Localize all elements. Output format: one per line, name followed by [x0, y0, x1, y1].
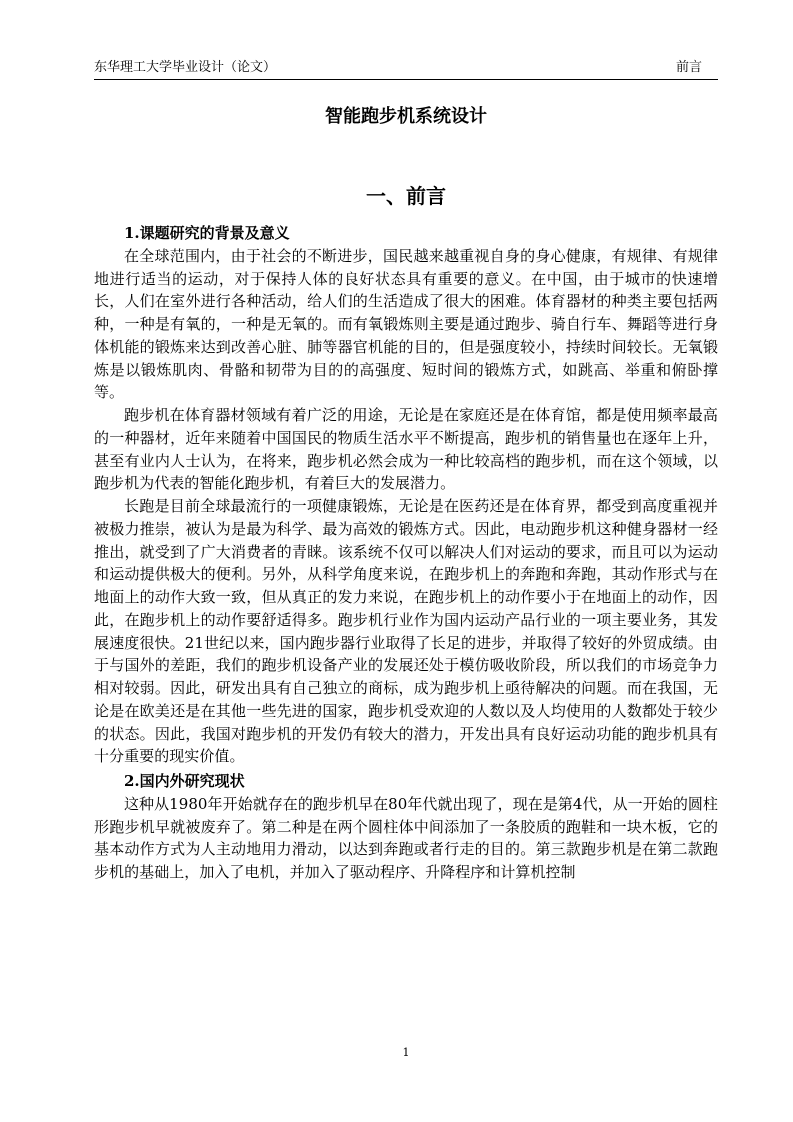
- body-content: [94, 222, 718, 884]
- paragraph: 跑步机在体育器材领域有着广泛的用途，无论是在家庭还是在体育馆，都是使用频率最高的一种器材，近年来随着中国国民的物质生活水平不断提高，跑步机的销售量也在逐年上升，甚至有业内人士认为，在将来，跑步机必然会成为一种比较高档的跑步机，而在这个领域，以跑步机为代表的智能化跑步机，有着巨大的发展潜力。: [94, 406, 718, 493]
- chapter-title: 一、前言: [366, 184, 446, 208]
- header-divider: [94, 79, 718, 80]
- section-heading: 1.课题研究的背景及意义: [124, 224, 290, 242]
- document-title: 智能跑步机系统设计: [325, 106, 487, 127]
- section-heading: 2.国内外研究现状: [124, 772, 245, 790]
- section-research-status: [94, 770, 718, 884]
- header-thesis-label: 东华理工大学毕业设计（论文）: [94, 60, 277, 75]
- page-header: [94, 58, 718, 80]
- paragraph: 这种从1980年开始就存在的跑步机早在80年代就出现了，现在是第4代，从一开始的圆柱形跑步机早就被废弃了。第二种是在两个圆柱体中间添加了一条胶质的跑鞋和一块木板，它的基本动作方式为人主动地用力滑动，以达到奔跑或者行走的目的。第三款跑步机是在第二款跑步机的基础上，加入了电机，并加入了驱动程序、升降程序和计算机控制: [94, 794, 718, 881]
- paragraph: 在全球范围内，由于社会的不断进步，国民越来越重视自身的身心健康，有规律、有规律地进行适当的运动，对于保持人体的良好状态具有重要的意义。在中国，由于城市的快速增长，人们在室外进行各种活动，给人们的生活造成了很大的困难。体育器材的种类主要包括两种，一种是有氧的，一种是无氧的。而有氧锻炼则主要是通过跑步、骑自行车、舞蹈等进行身体机能的锻炼来达到改善心脏、肺等器官机能的目的，但是强度较小，持续时间较长。无氧锻炼是以锻炼肌肉、骨骼和韧带为目的的高强度、短时间的锻炼方式，如跳高、举重和俯卧撑等。: [94, 246, 718, 402]
- page-number: 1: [402, 1046, 410, 1059]
- header-section-label: 前言: [675, 60, 702, 75]
- section-background: [94, 222, 718, 768]
- paragraph: 长跑是目前全球最流行的一项健康锻炼，无论是在医药还是在体育界，都受到高度重视并被极力推崇，被认为是最为科学、最为高效的锻炼方式。因此，电动跑步机这种健身器材一经推出，就受到了广大消费者的青睐。该系统不仅可以解决人们对运动的要求，而且可以为运动和运动提供极大的便利。另外，从科学角度来说，在跑步机上的奔跑和奔跑，其动作形式与在地面上的动作大致一致，但从真正的发力来说，在跑步机上的动作要小于在地面上的动作，因此，在跑步机上的动作要舒适得多。跑步机行业作为国内运动产品行业的一项主要业务，其发展速度很快。21世纪以来，国内跑步器行业取得了长足的进步，并取得了较好的外贸成绩。由于与国外的差距，我们的跑步机设备产业的发展还处于模仿吸收阶段，所以我们的市场竞争力相对较弱。因此，研发出具有自己独立的商标，成为跑步机上亟待解决的问题。而在我国，无论是在欧美还是在其他一些先进的国家，跑步机受欢迎的人数以及人均使用的人数都处于较少的状态。因此，我国对跑步机的开发仍有较大的潜力，开发出具有良好运动功能的跑步机具有十分重要的现实价值。: [94, 497, 718, 766]
